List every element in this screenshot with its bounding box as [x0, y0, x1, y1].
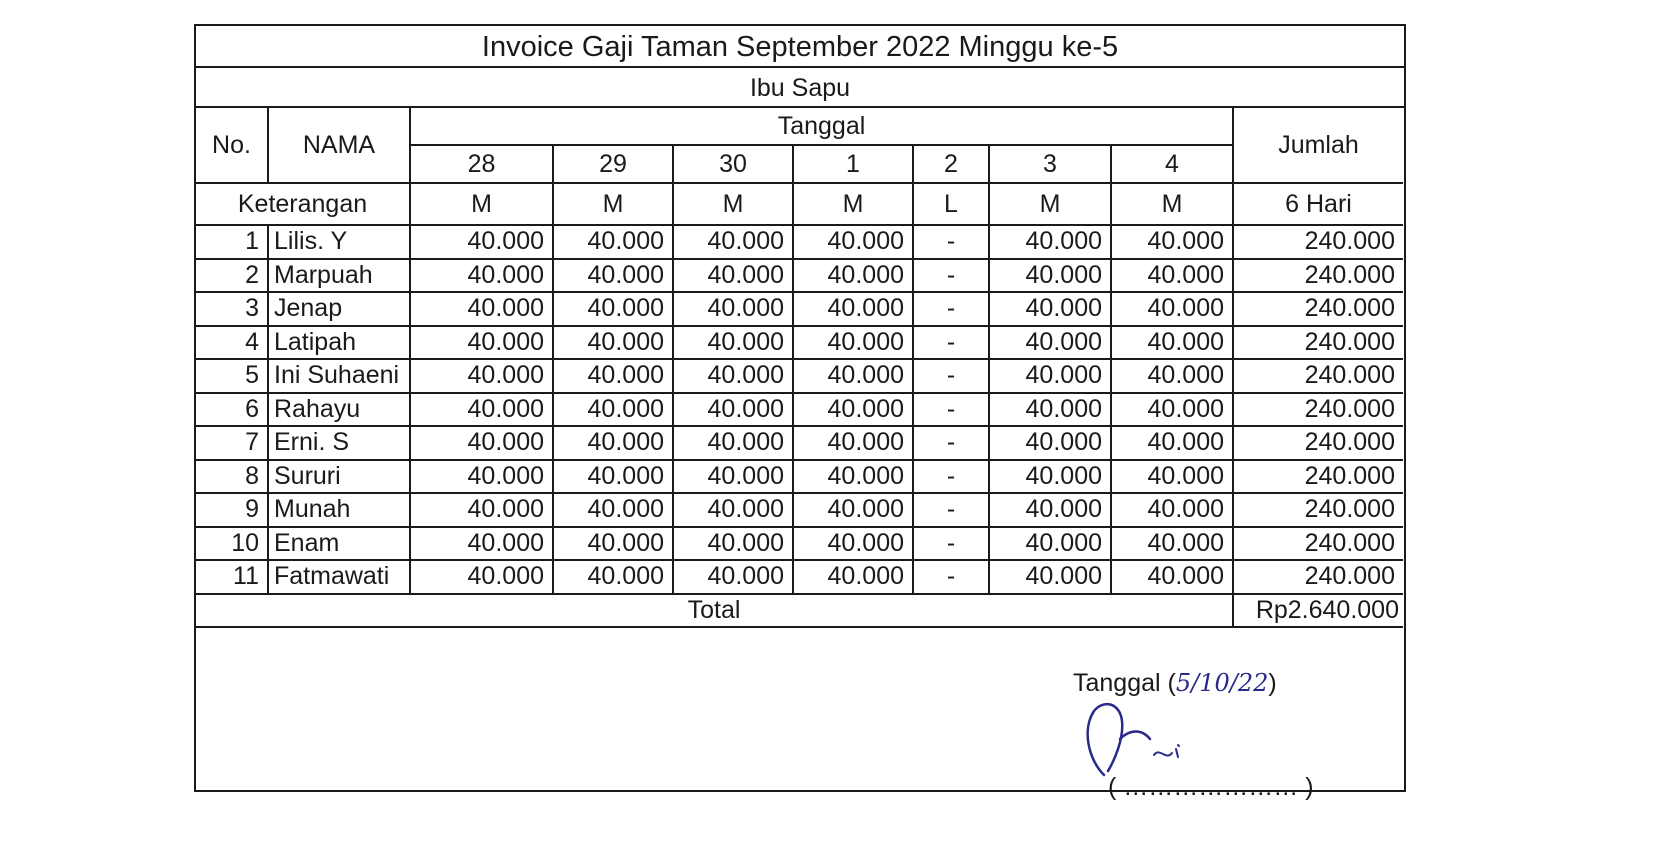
- row-total: 240.000: [1233, 527, 1403, 561]
- header-date-6: 4: [1111, 145, 1233, 183]
- row-amount: 40.000: [410, 292, 553, 326]
- row-amount: 40.000: [410, 527, 553, 561]
- table-row: [196, 426, 1403, 460]
- row-amount: 40.000: [989, 326, 1111, 360]
- row-amount: 40.000: [793, 393, 913, 427]
- signature-area: [196, 613, 1404, 801]
- handwritten-date: 5/10/22: [1175, 669, 1269, 697]
- row-total: 240.000: [1233, 326, 1403, 360]
- row-total: 240.000: [1233, 393, 1403, 427]
- header-date-3: 1: [793, 145, 913, 183]
- row-amount: 40.000: [1111, 326, 1233, 360]
- row-no: 3: [196, 292, 268, 326]
- table-row: [196, 359, 1403, 393]
- row-amount: -: [913, 560, 989, 594]
- row-amount: 40.000: [553, 560, 673, 594]
- row-no: 7: [196, 426, 268, 460]
- row-amount: 40.000: [989, 292, 1111, 326]
- row-amount: 40.000: [553, 292, 673, 326]
- row-amount: 40.000: [410, 259, 553, 293]
- row-amount: 40.000: [553, 527, 673, 561]
- row-amount: 40.000: [989, 225, 1111, 259]
- row-no: 4: [196, 326, 268, 360]
- row-no: 1: [196, 225, 268, 259]
- row-name: Rahayu: [268, 393, 410, 427]
- row-amount: 40.000: [989, 393, 1111, 427]
- row-name: Munah: [268, 493, 410, 527]
- signature-name-line: [1108, 773, 1314, 802]
- row-total: 240.000: [1233, 460, 1403, 494]
- row-amount: 40.000: [1111, 359, 1233, 393]
- row-total: 240.000: [1233, 259, 1403, 293]
- row-no: 5: [196, 359, 268, 393]
- name-close: ): [1305, 773, 1314, 801]
- row-no: 2: [196, 259, 268, 293]
- row-amount: 40.000: [410, 225, 553, 259]
- row-amount: 40.000: [793, 460, 913, 494]
- row-amount: 40.000: [1111, 460, 1233, 494]
- invoice-title: Invoice Gaji Taman September 2022 Minggu ke-5: [196, 26, 1404, 68]
- row-amount: 40.000: [989, 259, 1111, 293]
- row-amount: 40.000: [673, 560, 793, 594]
- row-amount: 40.000: [673, 225, 793, 259]
- row-amount: 40.000: [989, 527, 1111, 561]
- row-name: Sururi: [268, 460, 410, 494]
- header-code-3: M: [793, 183, 913, 225]
- row-amount: 40.000: [410, 359, 553, 393]
- row-amount: -: [913, 493, 989, 527]
- invoice-subtitle: Ibu Sapu: [196, 68, 1404, 108]
- row-amount: 40.000: [1111, 259, 1233, 293]
- table-row: [196, 527, 1403, 561]
- date-close: ): [1268, 669, 1277, 697]
- row-amount: 40.000: [553, 326, 673, 360]
- row-amount: 40.000: [1111, 527, 1233, 561]
- header-code-4: L: [913, 183, 989, 225]
- row-amount: 40.000: [410, 560, 553, 594]
- row-amount: 40.000: [793, 527, 913, 561]
- row-amount: 40.000: [793, 225, 913, 259]
- name-dots: …………………: [1123, 773, 1299, 801]
- row-amount: 40.000: [793, 426, 913, 460]
- row-total: 240.000: [1233, 560, 1403, 594]
- row-amount: 40.000: [989, 359, 1111, 393]
- table-row: [196, 292, 1403, 326]
- header-keterangan: Keterangan: [196, 183, 410, 225]
- row-no: 11: [196, 560, 268, 594]
- row-amount: 40.000: [673, 393, 793, 427]
- table-row: [196, 493, 1403, 527]
- salary-table: [196, 108, 1403, 628]
- row-name: Marpuah: [268, 259, 410, 293]
- header-date-2: 30: [673, 145, 793, 183]
- row-amount: 40.000: [793, 493, 913, 527]
- signature-date-line: [1073, 669, 1277, 698]
- row-amount: -: [913, 259, 989, 293]
- row-amount: 40.000: [793, 326, 913, 360]
- row-amount: 40.000: [553, 460, 673, 494]
- row-amount: 40.000: [793, 292, 913, 326]
- row-amount: -: [913, 225, 989, 259]
- table-row: [196, 560, 1403, 594]
- table-row: [196, 393, 1403, 427]
- row-no: 6: [196, 393, 268, 427]
- row-amount: 40.000: [989, 426, 1111, 460]
- date-label: Tanggal (: [1073, 669, 1176, 697]
- header-code-2: M: [673, 183, 793, 225]
- table-row: [196, 460, 1403, 494]
- row-amount: -: [913, 426, 989, 460]
- row-name: Ini Suhaeni: [268, 359, 410, 393]
- row-amount: -: [913, 292, 989, 326]
- row-amount: -: [913, 326, 989, 360]
- table-row: [196, 225, 1403, 259]
- row-name: Enam: [268, 527, 410, 561]
- row-total: 240.000: [1233, 292, 1403, 326]
- header-code-6: M: [1111, 183, 1233, 225]
- row-name: Jenap: [268, 292, 410, 326]
- header-no: No.: [196, 108, 268, 183]
- invoice-sheet: [194, 24, 1406, 801]
- row-amount: 40.000: [793, 560, 913, 594]
- header-date-5: 3: [989, 145, 1111, 183]
- row-amount: 40.000: [410, 326, 553, 360]
- header-nama: NAMA: [268, 108, 410, 183]
- name-open: (: [1108, 773, 1117, 801]
- row-amount: -: [913, 527, 989, 561]
- row-amount: 40.000: [553, 493, 673, 527]
- table-row: [196, 326, 1403, 360]
- total-value: Rp2.640.000: [1233, 594, 1403, 628]
- row-name: Fatmawati: [268, 560, 410, 594]
- row-amount: 40.000: [673, 359, 793, 393]
- row-amount: 40.000: [673, 426, 793, 460]
- row-amount: 40.000: [673, 460, 793, 494]
- row-amount: 40.000: [673, 292, 793, 326]
- row-total: 240.000: [1233, 426, 1403, 460]
- row-amount: 40.000: [410, 426, 553, 460]
- row-total: 240.000: [1233, 359, 1403, 393]
- row-name: Lilis. Y: [268, 225, 410, 259]
- row-total: 240.000: [1233, 493, 1403, 527]
- row-amount: 40.000: [553, 393, 673, 427]
- handwritten-signature: [1058, 699, 1208, 779]
- row-amount: 40.000: [553, 426, 673, 460]
- row-amount: 40.000: [673, 527, 793, 561]
- row-no: 9: [196, 493, 268, 527]
- header-code-1: M: [553, 183, 673, 225]
- row-amount: 40.000: [1111, 560, 1233, 594]
- header-date-1: 29: [553, 145, 673, 183]
- header-total-days: 6 Hari: [1233, 183, 1403, 225]
- header-tanggal: Tanggal: [410, 108, 1233, 145]
- row-name: Latipah: [268, 326, 410, 360]
- row-amount: 40.000: [553, 359, 673, 393]
- row-amount: -: [913, 359, 989, 393]
- row-amount: 40.000: [793, 259, 913, 293]
- row-amount: 40.000: [673, 493, 793, 527]
- total-label: Total: [196, 594, 1233, 628]
- header-code-0: M: [410, 183, 553, 225]
- header-date-4: 2: [913, 145, 989, 183]
- header-date-0: 28: [410, 145, 553, 183]
- row-amount: 40.000: [1111, 292, 1233, 326]
- row-amount: 40.000: [989, 560, 1111, 594]
- row-amount: 40.000: [673, 326, 793, 360]
- row-amount: 40.000: [673, 259, 793, 293]
- row-amount: 40.000: [410, 460, 553, 494]
- row-amount: 40.000: [1111, 493, 1233, 527]
- row-amount: 40.000: [989, 493, 1111, 527]
- table-row: [196, 259, 1403, 293]
- row-amount: 40.000: [1111, 393, 1233, 427]
- row-name: Erni. S: [268, 426, 410, 460]
- row-amount: 40.000: [1111, 225, 1233, 259]
- row-amount: 40.000: [553, 259, 673, 293]
- row-no: 10: [196, 527, 268, 561]
- row-amount: 40.000: [410, 393, 553, 427]
- row-amount: 40.000: [410, 493, 553, 527]
- row-no: 8: [196, 460, 268, 494]
- row-total: 240.000: [1233, 225, 1403, 259]
- row-amount: 40.000: [553, 225, 673, 259]
- header-code-5: M: [989, 183, 1111, 225]
- row-amount: -: [913, 393, 989, 427]
- header-jumlah: Jumlah: [1233, 108, 1403, 183]
- row-amount: 40.000: [1111, 426, 1233, 460]
- row-amount: 40.000: [793, 359, 913, 393]
- row-amount: -: [913, 460, 989, 494]
- row-amount: 40.000: [989, 460, 1111, 494]
